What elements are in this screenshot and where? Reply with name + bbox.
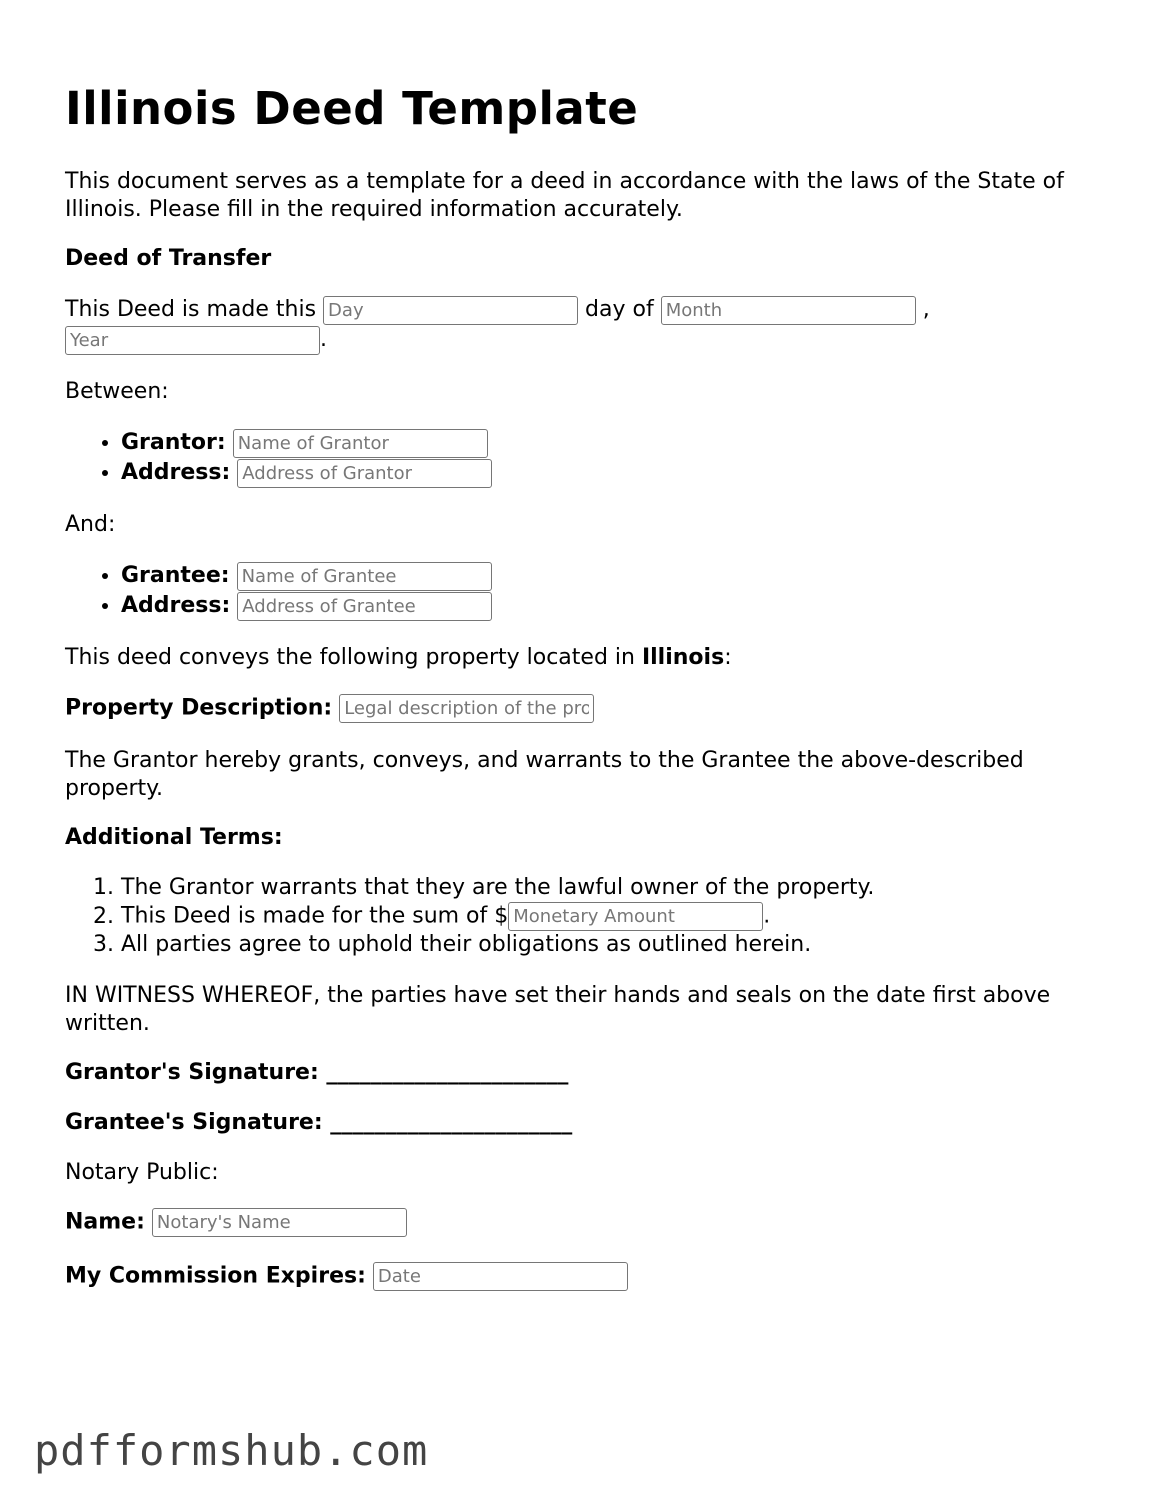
- watermark: pdfformshub.com: [34, 1426, 429, 1475]
- grant-statement: The Grantor hereby grants, conveys, and warrants to the Grantee the above-described property.: [65, 748, 1024, 801]
- year-input[interactable]: [65, 326, 320, 355]
- grantor-address-item: [121, 458, 492, 488]
- property-description-label: Property Description:: [65, 695, 333, 721]
- commission-expires-input[interactable]: [373, 1262, 628, 1291]
- term-item-3: 3. All parties agree to uphold their obligations as outlined herein.: [121, 931, 874, 959]
- grantee-address-label: Address:: [121, 593, 231, 618]
- date-period: .: [320, 327, 327, 352]
- grantor-name-input[interactable]: [233, 429, 488, 458]
- additional-terms-heading: Additional Terms:: [65, 825, 283, 850]
- notary-heading: Notary Public:: [65, 1160, 219, 1185]
- grantor-name-item: [121, 428, 492, 458]
- grantor-signature-line: Grantor's Signature: ______________________: [65, 1060, 569, 1085]
- term-item-2: [121, 902, 874, 931]
- between-label: Between:: [65, 379, 169, 404]
- grantor-name-label: Grantor:: [121, 430, 226, 455]
- grantor-address-label: Address:: [121, 460, 231, 485]
- monetary-amount-input[interactable]: [508, 902, 763, 931]
- term2-suffix: .: [763, 903, 771, 929]
- grantee-name-item: [121, 561, 492, 591]
- property-line-prefix: This deed conveys the following property located in: [65, 645, 642, 670]
- term-item-1: 1. The Grantor warrants that they are the lawful owner of the property.: [121, 874, 874, 902]
- grantor-address-input[interactable]: [237, 459, 492, 488]
- section-heading: Deed of Transfer: [65, 246, 272, 271]
- property-state: Illinois: [641, 645, 725, 670]
- property-location-line: [65, 644, 732, 672]
- grantor-list: [65, 428, 492, 488]
- date-prefix: This Deed is made this: [65, 297, 317, 322]
- intro-paragraph: This document serves as a template for a deed in accordance with the laws of the State of Illinois. Please fill in the required information accurately.: [65, 169, 1064, 222]
- grantee-name-label: Grantee:: [121, 563, 230, 588]
- grantee-address-input[interactable]: [237, 592, 492, 621]
- date-line: [65, 295, 1065, 355]
- day-input[interactable]: [323, 296, 578, 325]
- and-label: And:: [65, 512, 116, 537]
- date-comma: ,: [922, 297, 930, 322]
- commission-expires-row: [65, 1262, 628, 1291]
- property-line-suffix: :: [724, 645, 732, 670]
- property-description-input[interactable]: [339, 694, 594, 723]
- notary-name-row: [65, 1208, 407, 1237]
- page-title: Illinois Deed Template: [65, 82, 639, 135]
- grantee-signature-line: Grantee's Signature: ______________________: [65, 1110, 573, 1135]
- month-input[interactable]: [661, 296, 916, 325]
- additional-terms-list: [65, 874, 874, 959]
- grantee-name-input[interactable]: [237, 562, 492, 591]
- grantee-address-item: [121, 591, 492, 621]
- witness-statement: IN WITNESS WHEREOF, the parties have set their hands and seals on the date first above written.: [65, 983, 1051, 1036]
- notary-name-label: Name:: [65, 1209, 145, 1235]
- property-description-row: [65, 694, 594, 723]
- date-middle: day of: [585, 297, 654, 322]
- commission-expires-label: My Commission Expires:: [65, 1263, 366, 1289]
- term2-prefix: This Deed is made for the sum of $: [121, 903, 509, 929]
- notary-name-input[interactable]: [152, 1208, 407, 1237]
- grantee-list: [65, 561, 492, 621]
